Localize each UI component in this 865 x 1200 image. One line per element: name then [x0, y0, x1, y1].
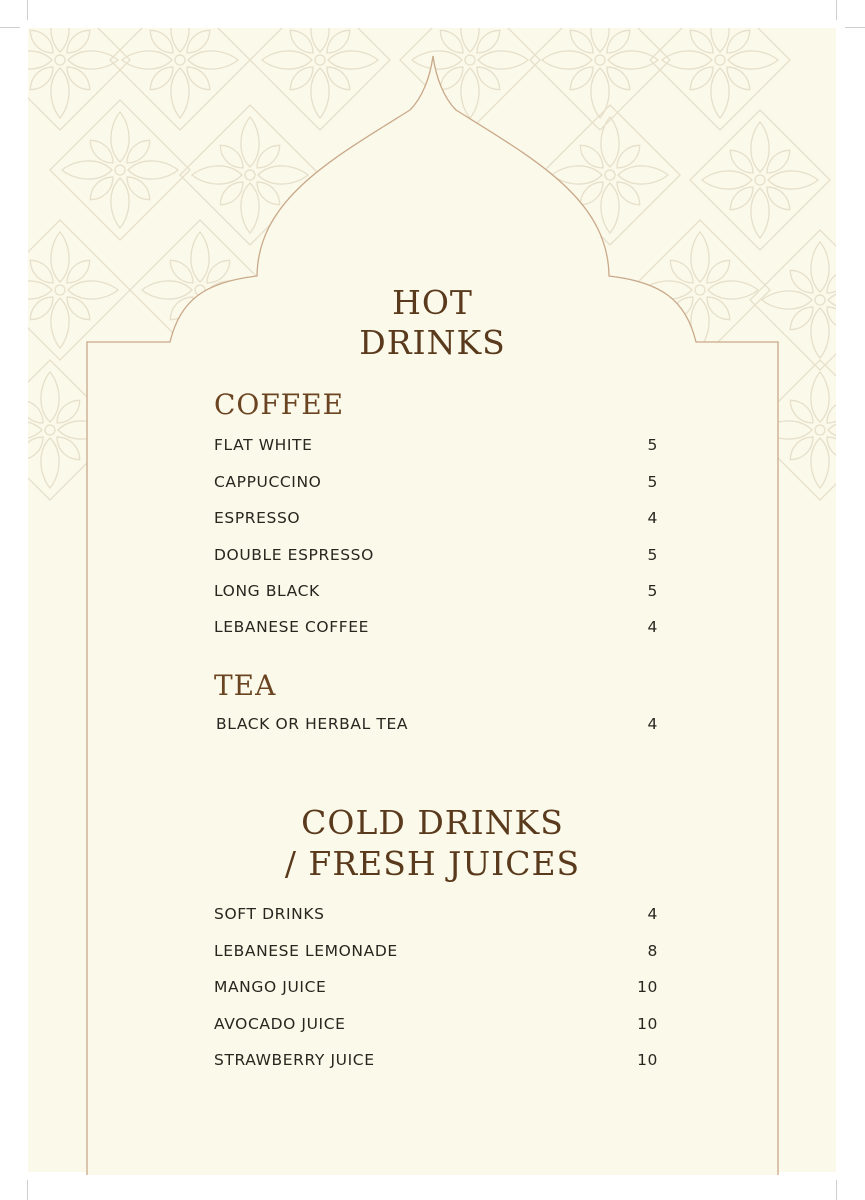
item-name: AVOCADO JUICE — [214, 1015, 346, 1033]
tea-heading: TEA — [214, 669, 277, 702]
menu-item — [214, 941, 658, 961]
item-price: 5 — [647, 473, 658, 491]
item-price: 4 — [647, 715, 658, 733]
cold-title-line2: / FRESH JUICES — [284, 844, 581, 883]
hot-title-line2: DRINKS — [359, 323, 506, 362]
hot-drinks-title — [0, 283, 865, 366]
item-price: 4 — [647, 905, 658, 923]
item-price: 10 — [637, 978, 658, 996]
menu-item — [214, 545, 658, 565]
menu-item — [214, 472, 658, 492]
menu-item — [214, 1050, 658, 1070]
menu-item — [214, 435, 658, 455]
item-name: SOFT DRINKS — [214, 905, 325, 923]
menu-item — [214, 617, 658, 637]
menu-item — [214, 508, 658, 528]
coffee-heading: COFFEE — [214, 388, 345, 421]
item-name: LEBANESE LEMONADE — [214, 942, 398, 960]
item-price: 8 — [647, 942, 658, 960]
item-price: 10 — [637, 1015, 658, 1033]
item-name: STRAWBERRY JUICE — [214, 1051, 375, 1069]
cold-title-line1: COLD DRINKS — [301, 803, 564, 842]
menu-item — [214, 904, 658, 924]
menu-item — [214, 581, 658, 601]
item-name: LEBANESE COFFEE — [214, 618, 370, 636]
item-name: CAPPUCCINO — [214, 473, 322, 491]
item-price: 5 — [647, 546, 658, 564]
menu-item — [214, 1014, 658, 1034]
item-price: 5 — [647, 436, 658, 454]
hot-title-line1: HOT — [392, 283, 473, 322]
item-name: DOUBLE ESPRESSO — [214, 546, 374, 564]
item-price: 5 — [647, 582, 658, 600]
menu-item — [216, 714, 658, 734]
item-name: MANGO JUICE — [214, 978, 327, 996]
item-name: FLAT WHITE — [214, 436, 313, 454]
item-price: 10 — [637, 1051, 658, 1069]
item-price: 4 — [647, 509, 658, 527]
item-name: BLACK OR HERBAL TEA — [216, 715, 409, 733]
cold-drinks-title — [0, 803, 865, 888]
menu-item — [214, 977, 658, 997]
item-name: ESPRESSO — [214, 509, 301, 527]
item-name: LONG BLACK — [214, 582, 320, 600]
arch-frame-icon — [87, 56, 778, 1175]
item-price: 4 — [647, 618, 658, 636]
